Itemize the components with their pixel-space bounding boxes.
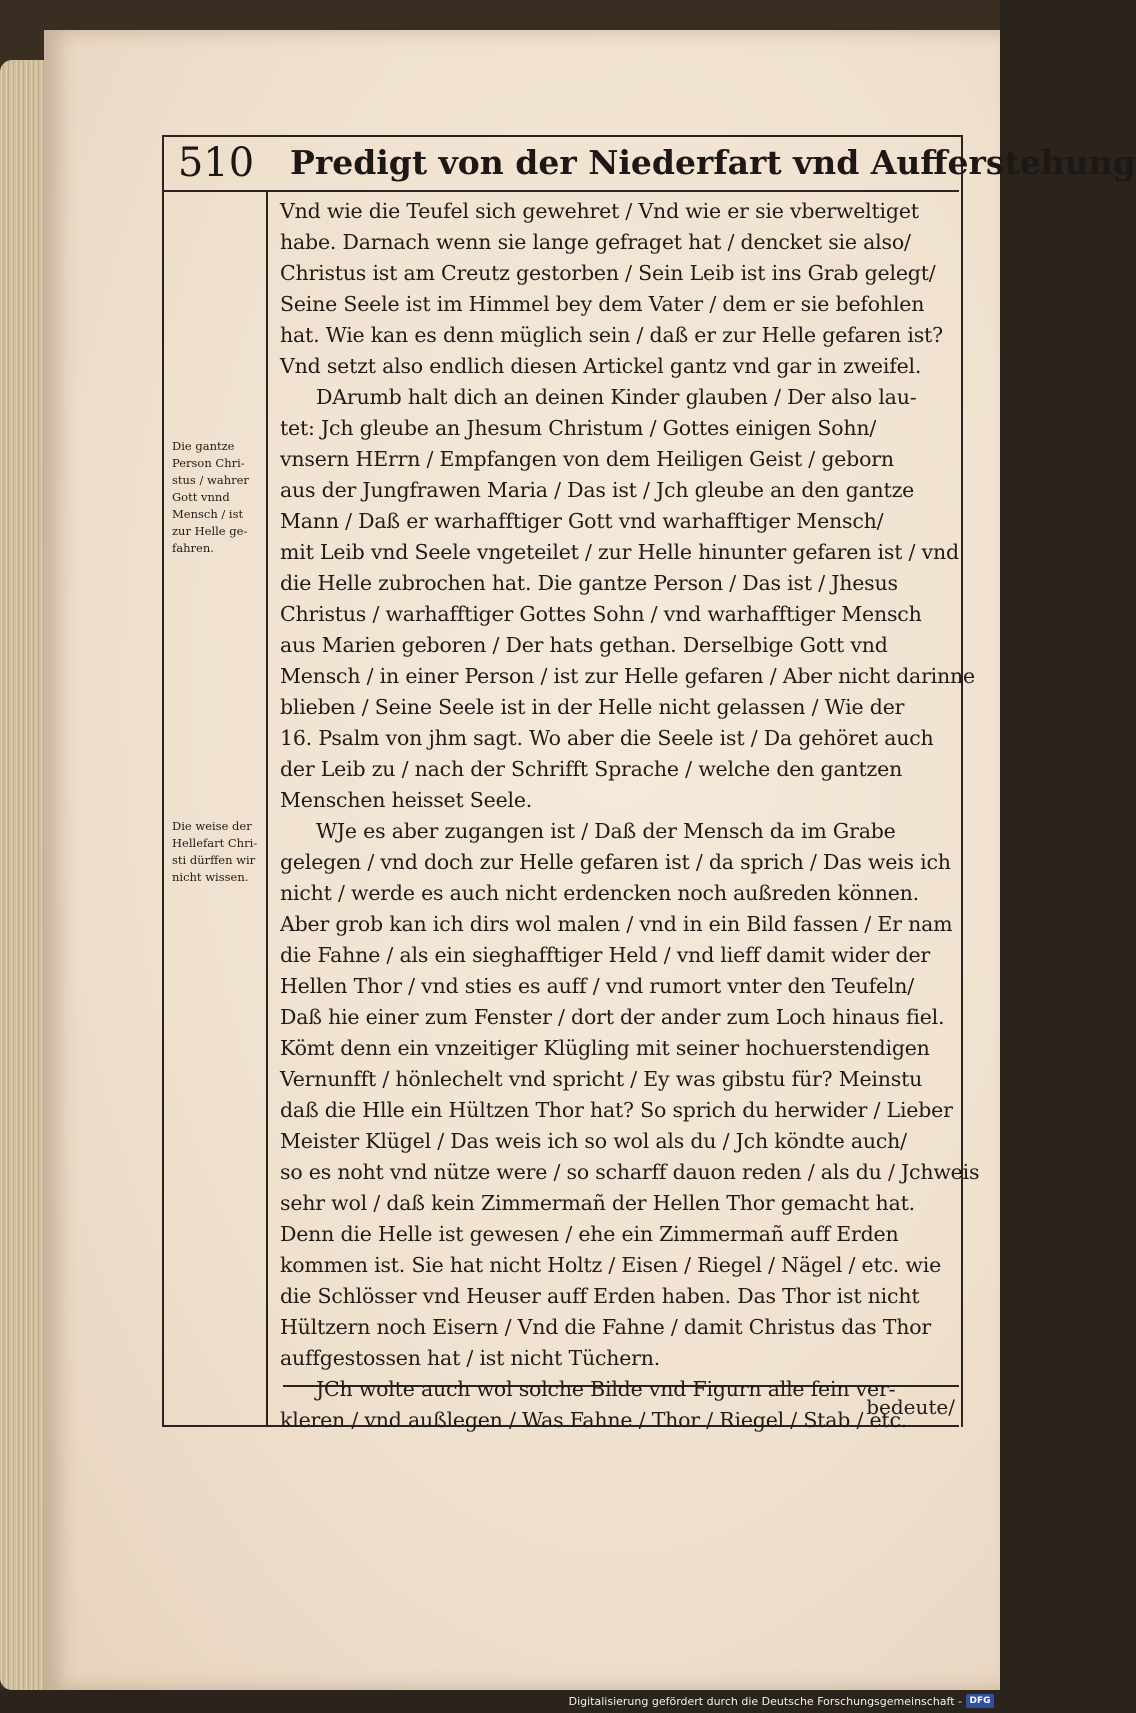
text-line: auffgestossen hat / ist nicht Tüchern.	[280, 1346, 661, 1370]
margin-note-line: Die gantze	[172, 439, 235, 453]
text-line: blieben / Seine Seele ist in der Helle nicht gelassen / Wie der	[280, 695, 905, 719]
text-line: JCh wolte auch wol solche Bilde vnd Figurn alle fein ver-	[316, 1377, 896, 1401]
text-line: Meister Klügel / Das weis ich so wol als du / Jch köndte auch/	[280, 1129, 907, 1153]
margin-note	[172, 818, 264, 886]
margin-note-line: zur Helle ge-	[172, 524, 248, 538]
text-line: Christus ist am Creutz gestorben / Sein Leib ist ins Grab gelegt/	[280, 261, 936, 285]
footer-bar	[0, 1690, 1000, 1713]
text-line: Seine Seele ist im Himmel bey dem Vater / dem er sie befohlen	[280, 292, 925, 316]
catchword: bedeute/	[866, 1395, 955, 1419]
text-line: vnsern HErrn / Empfangen von dem Heiligen Geist / geborn	[280, 447, 894, 471]
text-line: nicht / werde es auch nicht erdencken noch außreden können.	[280, 881, 919, 905]
text-line: Vnd setzt also endlich diesen Artickel gantz vnd gar in zweifel.	[280, 354, 922, 378]
text-line: kommen ist. Sie hat nicht Holtz / Eisen / Riegel / Nägel / etc. wie	[280, 1253, 942, 1277]
text-line: Vernunfft / hönlechelt vnd spricht / Ey was gibstu für? Meinstu	[280, 1067, 923, 1091]
text-line: Menschen heisset Seele.	[280, 788, 533, 812]
text-line: Mann / Daß er warhafftiger Gott vnd warhafftiger Mensch/	[280, 509, 884, 533]
text-line: DArumb halt dich an deinen Kinder glauben / Der also lau-	[316, 385, 917, 409]
text-line: habe. Darnach wenn sie lange gefraget hat / dencket sie also/	[280, 230, 911, 254]
text-line: Mensch / in einer Person / ist zur Helle gefaren / Aber nicht darinne	[280, 664, 975, 688]
margin-note-line: Person Chri-	[172, 456, 245, 470]
text-line: Kömt denn ein vnzeitiger Klügling mit seiner hochuerstendigen	[280, 1036, 930, 1060]
text-line: aus Marien geboren / Der hats gethan. Derselbige Gott vnd	[280, 633, 888, 657]
text-line: Daß hie einer zum Fenster / dort der ander zum Loch hinaus fiel.	[280, 1005, 945, 1029]
page-number: 510	[177, 140, 255, 186]
text-line: WJe es aber zugangen ist / Daß der Mensch da im Grabe	[316, 819, 896, 843]
text-line: Denn die Helle ist gewesen / ehe ein Zimmermañ auff Erden	[280, 1222, 899, 1246]
text-line: hat. Wie kan es denn müglich sein / daß er zur Helle gefaren ist?	[280, 323, 943, 347]
margin-note-line: Hellefart Chri-	[172, 836, 258, 850]
text-line: die Schlösser vnd Heuser auff Erden haben. Das Thor ist nicht	[280, 1284, 920, 1308]
text-line: so es noht vnd nütze were / so scharff dauon reden / als du / Jchweis	[280, 1160, 980, 1184]
margin-note-line: fahren.	[172, 541, 214, 555]
margin-column	[162, 190, 268, 1425]
margin-note-line: Die weise der	[172, 819, 252, 833]
text-line: Christus / warhafftiger Gottes Sohn / vnd warhafftiger Mensch	[280, 602, 922, 626]
text-line: sehr wol / daß kein Zimmermañ der Hellen Thor gemacht hat.	[280, 1191, 915, 1215]
text-line: Aber grob kan ich dirs wol malen / vnd in ein Bild fassen / Er nam	[280, 912, 953, 936]
running-head: Predigt von der Niederfart vnd Aufferstehung	[290, 143, 1136, 182]
margin-note-line: Gott vnnd	[172, 490, 230, 504]
margin-note-line: sti dürffen wir	[172, 853, 256, 867]
text-line: der Leib zu / nach der Schrifft Sprache / welche den gantzen	[280, 757, 903, 781]
head-rule	[162, 190, 959, 192]
text-line: daß die Hlle ein Hültzen Thor hat? So sprich du herwider / Lieber	[280, 1098, 953, 1122]
margin-note-line: stus / wahrer	[172, 473, 249, 487]
margin-note	[172, 438, 264, 557]
text-line: Hellen Thor / vnd sties es auff / vnd rumort vnter den Teufeln/	[280, 974, 914, 998]
dfg-logo: DFG	[966, 1694, 994, 1708]
text-line: die Helle zubrochen hat. Die gantze Person / Das ist / Jhesus	[280, 571, 898, 595]
text-line: gelegen / vnd doch zur Helle gefaren ist / da sprich / Das weis ich	[280, 850, 951, 874]
text-line: 16. Psalm von jhm sagt. Wo aber die Seele ist / Da gehöret auch	[280, 726, 934, 750]
text-line: aus der Jungfrawen Maria / Das ist / Jch gleube an den gantze	[280, 478, 915, 502]
text-line: Hültzern noch Eisern / Vnd die Fahne / damit Christus das Thor	[280, 1315, 932, 1339]
margin-note-line: nicht wissen.	[172, 870, 249, 884]
text-line: kleren / vnd außlegen / Was Fahne / Thor / Riegel / Stab / etc.	[280, 1408, 908, 1432]
footer-credit: Digitalisierung gefördert durch die Deutsche Forschungsgemeinschaft -	[568, 1695, 962, 1708]
text-line: die Fahne / als ein sieghafftiger Held / vnd lieff damit wider der	[280, 943, 930, 967]
text-line: tet: Jch gleube an Jhesum Christum / Gottes einigen Sohn/	[280, 416, 877, 440]
text-line: mit Leib vnd Seele vngeteilet / zur Helle hinunter gefaren ist / vnd	[280, 540, 959, 564]
margin-note-line: Mensch / ist	[172, 507, 244, 521]
text-line: Vnd wie die Teufel sich gewehret / Vnd wie er sie vberweltiget	[280, 199, 919, 223]
